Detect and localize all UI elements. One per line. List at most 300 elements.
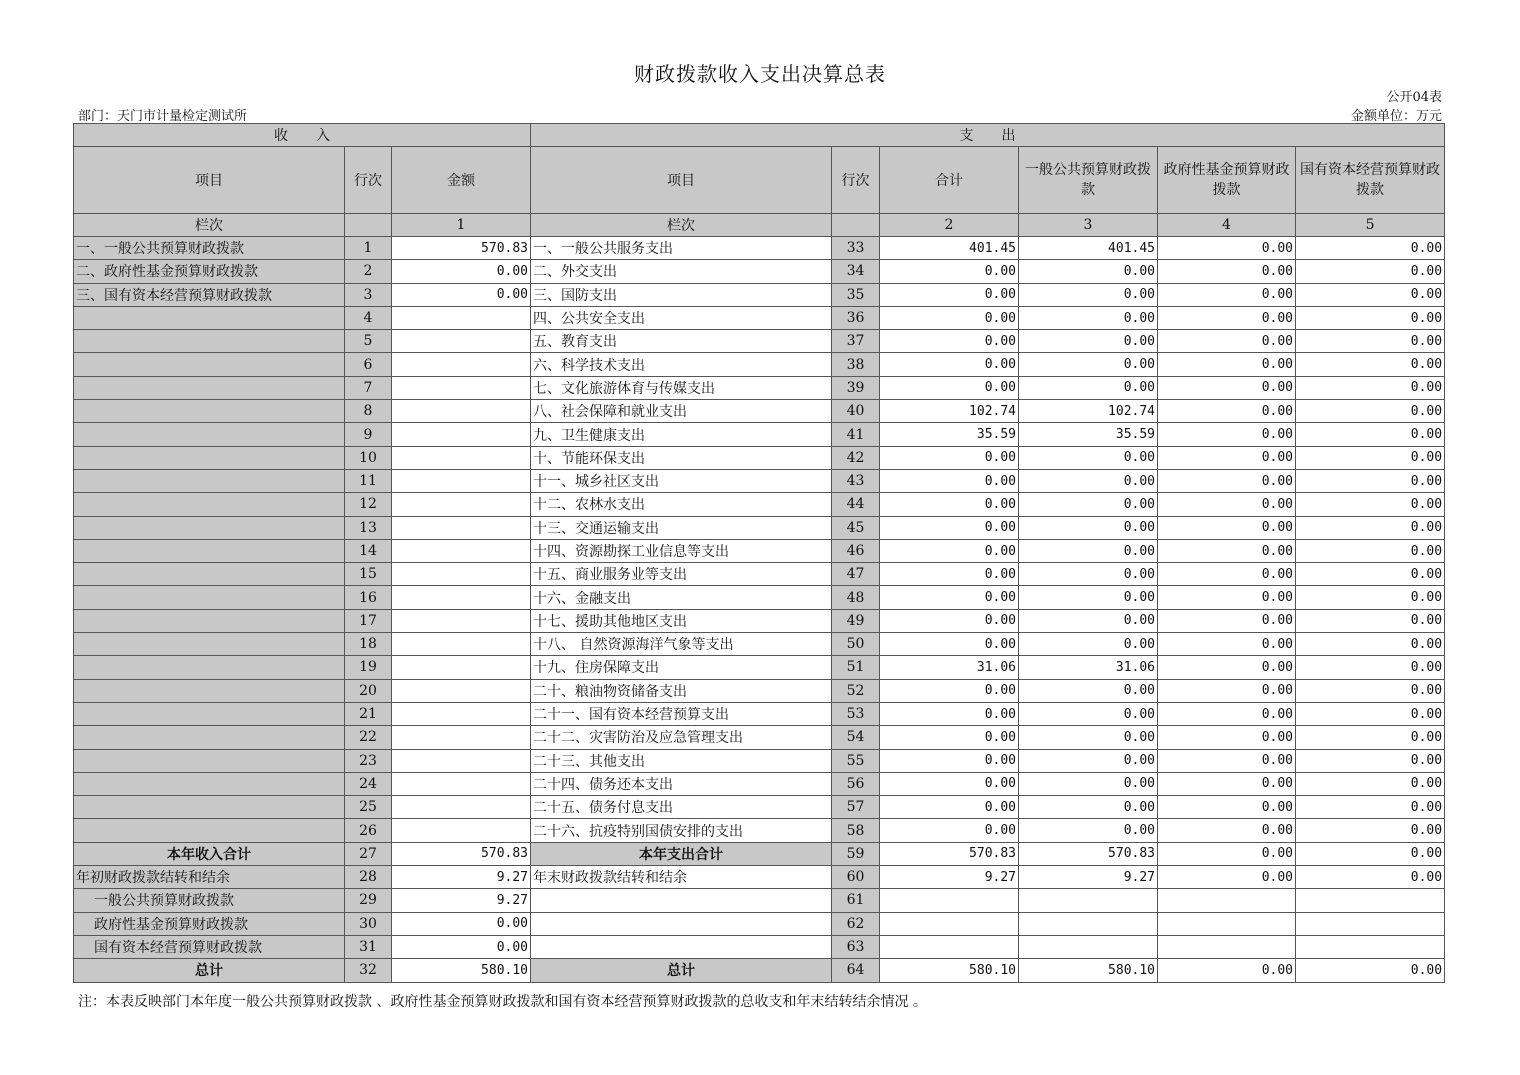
income-row-number: 20 xyxy=(345,679,392,702)
income-item xyxy=(74,376,345,399)
expense-item: 二十六、抗疫特别国债安排的支出 xyxy=(531,819,832,842)
expense-item: 本年支出合计 xyxy=(531,842,832,865)
col-header-total: 合计 xyxy=(880,147,1019,214)
expense-item: 五、教育支出 xyxy=(531,330,832,353)
expense-state-capital: 0.00 xyxy=(1296,469,1445,492)
income-row-number: 13 xyxy=(345,516,392,539)
income-amount xyxy=(392,423,531,446)
expense-general-budget: 9.27 xyxy=(1019,866,1158,889)
income-amount xyxy=(392,493,531,516)
expense-total: 0.00 xyxy=(880,749,1019,772)
expense-gov-fund: 0.00 xyxy=(1158,423,1296,446)
income-row-number: 6 xyxy=(345,353,392,376)
income-item: 三、国有资本经营预算财政拨款 xyxy=(74,283,345,306)
income-item: 年初财政拨款结转和结余 xyxy=(74,866,345,889)
income-amount xyxy=(392,586,531,609)
income-row-number: 8 xyxy=(345,400,392,423)
expense-general-budget: 0.00 xyxy=(1019,796,1158,819)
expense-state-capital: 0.00 xyxy=(1296,633,1445,656)
expense-state-capital xyxy=(1296,889,1445,912)
table-row xyxy=(74,935,1445,958)
income-item xyxy=(74,330,345,353)
expense-general-budget: 0.00 xyxy=(1019,493,1158,516)
table-row xyxy=(74,423,1445,446)
income-item: 政府性基金预算财政拨款 xyxy=(74,912,345,935)
expense-general-budget: 0.00 xyxy=(1019,633,1158,656)
lanci-label: 栏次 xyxy=(74,214,345,237)
expense-total: 0.00 xyxy=(880,469,1019,492)
expense-total: 0.00 xyxy=(880,446,1019,469)
table-row xyxy=(74,796,1445,819)
expense-state-capital: 0.00 xyxy=(1296,796,1445,819)
expense-state-capital: 0.00 xyxy=(1296,702,1445,725)
table-row xyxy=(74,446,1445,469)
income-amount: 0.00 xyxy=(392,912,531,935)
expense-state-capital: 0.00 xyxy=(1296,842,1445,865)
income-item xyxy=(74,353,345,376)
lanci-number: 2 xyxy=(880,214,1019,237)
expense-general-budget: 401.45 xyxy=(1019,237,1158,260)
expense-total: 0.00 xyxy=(880,563,1019,586)
income-row-number: 4 xyxy=(345,306,392,329)
expense-state-capital: 0.00 xyxy=(1296,446,1445,469)
income-item xyxy=(74,423,345,446)
expense-total: 0.00 xyxy=(880,772,1019,795)
expense-total xyxy=(880,912,1019,935)
income-row-number: 14 xyxy=(345,539,392,562)
lanci-label: 栏次 xyxy=(531,214,832,237)
expense-general-budget: 0.00 xyxy=(1019,446,1158,469)
income-row-number: 11 xyxy=(345,469,392,492)
expense-item: 一、一般公共服务支出 xyxy=(531,237,832,260)
table-row xyxy=(74,772,1445,795)
col-header-income-item: 项目 xyxy=(74,147,345,214)
income-row-number: 24 xyxy=(345,772,392,795)
col-header-expense-item: 项目 xyxy=(531,147,832,214)
income-item xyxy=(74,563,345,586)
income-amount xyxy=(392,749,531,772)
expense-total: 0.00 xyxy=(880,493,1019,516)
unit-label: 金额单位：万元 xyxy=(1350,109,1442,124)
expense-total: 0.00 xyxy=(880,539,1019,562)
expense-item xyxy=(531,935,832,958)
expense-general-budget: 0.00 xyxy=(1019,376,1158,399)
income-item xyxy=(74,493,345,516)
expense-general-budget: 102.74 xyxy=(1019,400,1158,423)
table-row xyxy=(74,912,1445,935)
expense-general-budget: 0.00 xyxy=(1019,306,1158,329)
expense-gov-fund: 0.00 xyxy=(1158,959,1296,982)
expense-gov-fund: 0.00 xyxy=(1158,469,1296,492)
expense-general-budget: 0.00 xyxy=(1019,469,1158,492)
income-item xyxy=(74,586,345,609)
expense-general-budget: 0.00 xyxy=(1019,516,1158,539)
income-row-number: 19 xyxy=(345,656,392,679)
expense-general-budget: 0.00 xyxy=(1019,609,1158,632)
expense-row-number: 52 xyxy=(832,679,880,702)
income-row-number: 28 xyxy=(345,866,392,889)
expense-item: 二十五、债务付息支出 xyxy=(531,796,832,819)
income-row-number: 21 xyxy=(345,702,392,725)
expense-row-number: 35 xyxy=(832,283,880,306)
expense-gov-fund: 0.00 xyxy=(1158,330,1296,353)
income-item xyxy=(74,400,345,423)
expense-total: 0.00 xyxy=(880,376,1019,399)
table-row xyxy=(74,819,1445,842)
expense-general-budget: 0.00 xyxy=(1019,283,1158,306)
income-row-number: 23 xyxy=(345,749,392,772)
income-row-number: 1 xyxy=(345,237,392,260)
income-amount xyxy=(392,306,531,329)
income-item xyxy=(74,469,345,492)
income-item xyxy=(74,633,345,656)
income-amount xyxy=(392,633,531,656)
income-row-number: 10 xyxy=(345,446,392,469)
expense-total: 401.45 xyxy=(880,237,1019,260)
income-amount xyxy=(392,656,531,679)
expense-row-number: 59 xyxy=(832,842,880,865)
expense-general-budget: 0.00 xyxy=(1019,353,1158,376)
expense-item: 十八、 自然资源海洋气象等支出 xyxy=(531,633,832,656)
table-row xyxy=(74,749,1445,772)
expense-row-number: 37 xyxy=(832,330,880,353)
table-row xyxy=(74,469,1445,492)
expense-item: 二十四、债务还本支出 xyxy=(531,772,832,795)
income-row-number: 17 xyxy=(345,609,392,632)
income-amount xyxy=(392,609,531,632)
expense-row-number: 54 xyxy=(832,726,880,749)
expense-item: 年末财政拨款结转和结余 xyxy=(531,866,832,889)
income-row-number: 3 xyxy=(345,283,392,306)
expense-row-number: 34 xyxy=(832,260,880,283)
expense-total: 570.83 xyxy=(880,842,1019,865)
expense-gov-fund: 0.00 xyxy=(1158,819,1296,842)
expense-total: 0.00 xyxy=(880,306,1019,329)
expense-gov-fund: 0.00 xyxy=(1158,749,1296,772)
income-row-number: 18 xyxy=(345,633,392,656)
expense-total: 0.00 xyxy=(880,679,1019,702)
expense-gov-fund: 0.00 xyxy=(1158,516,1296,539)
income-row-number: 16 xyxy=(345,586,392,609)
income-amount xyxy=(392,679,531,702)
expense-total: 0.00 xyxy=(880,353,1019,376)
expense-state-capital: 0.00 xyxy=(1296,516,1445,539)
table-row xyxy=(74,726,1445,749)
table-row xyxy=(74,376,1445,399)
expense-total: 0.00 xyxy=(880,702,1019,725)
expense-row-number: 64 xyxy=(832,959,880,982)
expense-row-number: 55 xyxy=(832,749,880,772)
department-label: 部门：天门市计量检定测试所 xyxy=(78,109,248,124)
expense-total xyxy=(880,935,1019,958)
expense-item: 二十、粮油物资储备支出 xyxy=(531,679,832,702)
expense-state-capital xyxy=(1296,912,1445,935)
income-item xyxy=(74,446,345,469)
expense-gov-fund: 0.00 xyxy=(1158,563,1296,586)
expense-state-capital: 0.00 xyxy=(1296,423,1445,446)
income-amount: 0.00 xyxy=(392,935,531,958)
income-amount xyxy=(392,516,531,539)
table-row xyxy=(74,563,1445,586)
expense-gov-fund: 0.00 xyxy=(1158,493,1296,516)
income-row-number: 2 xyxy=(345,260,392,283)
col-header-amount: 金额 xyxy=(392,147,531,214)
income-amount xyxy=(392,726,531,749)
income-amount xyxy=(392,796,531,819)
expense-item xyxy=(531,889,832,912)
expense-state-capital: 0.00 xyxy=(1296,609,1445,632)
income-amount xyxy=(392,330,531,353)
income-amount xyxy=(392,702,531,725)
income-amount: 570.83 xyxy=(392,237,531,260)
expense-item: 十九、住房保障支出 xyxy=(531,656,832,679)
page-title: 财政拨款收入支出决算总表 xyxy=(634,62,886,86)
table-row xyxy=(74,283,1445,306)
expense-gov-fund: 0.00 xyxy=(1158,539,1296,562)
expense-state-capital: 0.00 xyxy=(1296,330,1445,353)
expense-item: 十七、援助其他地区支出 xyxy=(531,609,832,632)
income-amount: 580.10 xyxy=(392,959,531,982)
expense-state-capital: 0.00 xyxy=(1296,726,1445,749)
expense-gov-fund: 0.00 xyxy=(1158,446,1296,469)
expense-total: 9.27 xyxy=(880,866,1019,889)
form-number: 公开04表 xyxy=(1386,90,1442,105)
income-item xyxy=(74,306,345,329)
expense-state-capital: 0.00 xyxy=(1296,819,1445,842)
col-header-general-budget: 一般公共预算财政拨款 xyxy=(1019,147,1158,214)
income-item xyxy=(74,749,345,772)
expense-row-number: 53 xyxy=(832,702,880,725)
income-item xyxy=(74,819,345,842)
income-row-number: 27 xyxy=(345,842,392,865)
expense-row-number: 48 xyxy=(832,586,880,609)
expense-total: 102.74 xyxy=(880,400,1019,423)
table-row xyxy=(74,260,1445,283)
expense-general-budget xyxy=(1019,889,1158,912)
expense-item: 二、外交支出 xyxy=(531,260,832,283)
expense-gov-fund: 0.00 xyxy=(1158,796,1296,819)
expense-item xyxy=(531,912,832,935)
income-item: 本年收入合计 xyxy=(74,842,345,865)
table-row xyxy=(74,633,1445,656)
col-header-state-capital: 国有资本经营预算财政拨款 xyxy=(1296,147,1445,214)
expense-gov-fund xyxy=(1158,935,1296,958)
expense-header: 支 出 xyxy=(531,124,1445,147)
table-row xyxy=(74,842,1445,865)
expense-state-capital: 0.00 xyxy=(1296,679,1445,702)
expense-row-number: 39 xyxy=(832,376,880,399)
income-amount xyxy=(392,376,531,399)
expense-item: 十四、资源勘探工业信息等支出 xyxy=(531,539,832,562)
col-header-income-rowno: 行次 xyxy=(345,147,392,214)
expense-gov-fund: 0.00 xyxy=(1158,866,1296,889)
expense-state-capital: 0.00 xyxy=(1296,493,1445,516)
expense-total: 0.00 xyxy=(880,260,1019,283)
expense-general-budget: 0.00 xyxy=(1019,260,1158,283)
income-amount: 9.27 xyxy=(392,866,531,889)
table-row xyxy=(74,516,1445,539)
expense-gov-fund: 0.00 xyxy=(1158,376,1296,399)
income-item: 二、政府性基金预算财政拨款 xyxy=(74,260,345,283)
expense-row-number: 56 xyxy=(832,772,880,795)
table-row xyxy=(74,656,1445,679)
income-amount xyxy=(392,353,531,376)
expense-gov-fund: 0.00 xyxy=(1158,609,1296,632)
income-item xyxy=(74,796,345,819)
income-item: 总计 xyxy=(74,959,345,982)
expense-row-number: 63 xyxy=(832,935,880,958)
expense-item: 四、公共安全支出 xyxy=(531,306,832,329)
lanci-number: 3 xyxy=(1019,214,1158,237)
expense-general-budget: 0.00 xyxy=(1019,539,1158,562)
expense-state-capital: 0.00 xyxy=(1296,306,1445,329)
table-row xyxy=(74,609,1445,632)
expense-row-number: 46 xyxy=(832,539,880,562)
income-amount xyxy=(392,539,531,562)
income-item xyxy=(74,679,345,702)
income-row-number: 9 xyxy=(345,423,392,446)
expense-row-number: 49 xyxy=(832,609,880,632)
expense-total: 0.00 xyxy=(880,726,1019,749)
expense-total: 0.00 xyxy=(880,330,1019,353)
expense-row-number: 51 xyxy=(832,656,880,679)
expense-gov-fund: 0.00 xyxy=(1158,679,1296,702)
expense-state-capital: 0.00 xyxy=(1296,260,1445,283)
expense-total: 0.00 xyxy=(880,283,1019,306)
expense-gov-fund: 0.00 xyxy=(1158,586,1296,609)
expense-item: 二十一、国有资本经营预算支出 xyxy=(531,702,832,725)
expense-state-capital xyxy=(1296,935,1445,958)
income-amount xyxy=(392,772,531,795)
income-row-number: 5 xyxy=(345,330,392,353)
table-row xyxy=(74,237,1445,260)
expense-row-number: 61 xyxy=(832,889,880,912)
income-header: 收 入 xyxy=(74,124,531,147)
expense-gov-fund: 0.00 xyxy=(1158,306,1296,329)
income-amount: 570.83 xyxy=(392,842,531,865)
income-row-number: 32 xyxy=(345,959,392,982)
expense-gov-fund xyxy=(1158,889,1296,912)
expense-row-number: 43 xyxy=(832,469,880,492)
table-row xyxy=(74,400,1445,423)
income-amount: 0.00 xyxy=(392,283,531,306)
expense-state-capital: 0.00 xyxy=(1296,656,1445,679)
lanci-number: 5 xyxy=(1296,214,1445,237)
expense-row-number: 44 xyxy=(832,493,880,516)
income-amount: 9.27 xyxy=(392,889,531,912)
expense-general-budget: 0.00 xyxy=(1019,702,1158,725)
budget-table xyxy=(73,123,1445,983)
expense-state-capital: 0.00 xyxy=(1296,772,1445,795)
expense-item: 总计 xyxy=(531,959,832,982)
expense-item: 八、社会保障和就业支出 xyxy=(531,400,832,423)
expense-total: 0.00 xyxy=(880,633,1019,656)
expense-general-budget: 0.00 xyxy=(1019,586,1158,609)
expense-general-budget: 31.06 xyxy=(1019,656,1158,679)
income-amount xyxy=(392,563,531,586)
expense-item: 九、卫生健康支出 xyxy=(531,423,832,446)
expense-state-capital: 0.00 xyxy=(1296,866,1445,889)
expense-general-budget: 570.83 xyxy=(1019,842,1158,865)
income-row-number: 30 xyxy=(345,912,392,935)
expense-row-number: 41 xyxy=(832,423,880,446)
expense-state-capital: 0.00 xyxy=(1296,959,1445,982)
expense-item: 十一、城乡社区支出 xyxy=(531,469,832,492)
expense-gov-fund: 0.00 xyxy=(1158,633,1296,656)
expense-state-capital: 0.00 xyxy=(1296,749,1445,772)
table-row xyxy=(74,959,1445,982)
income-amount: 0.00 xyxy=(392,260,531,283)
footnote: 注：本表反映部门本年度一般公共预算财政拨款 、政府性基金预算财政拨款和国有资本经营预算财政拨款的总收支和年末结转结余情况 。 xyxy=(78,994,927,1010)
expense-row-number: 42 xyxy=(832,446,880,469)
expense-state-capital: 0.00 xyxy=(1296,586,1445,609)
expense-state-capital: 0.00 xyxy=(1296,237,1445,260)
expense-gov-fund: 0.00 xyxy=(1158,772,1296,795)
expense-gov-fund: 0.00 xyxy=(1158,726,1296,749)
expense-state-capital: 0.00 xyxy=(1296,353,1445,376)
expense-general-budget: 0.00 xyxy=(1019,819,1158,842)
expense-gov-fund: 0.00 xyxy=(1158,260,1296,283)
expense-item: 十二、农林水支出 xyxy=(531,493,832,516)
table-row xyxy=(74,306,1445,329)
expense-state-capital: 0.00 xyxy=(1296,400,1445,423)
expense-item: 二十二、灾害防治及应急管理支出 xyxy=(531,726,832,749)
expense-row-number: 36 xyxy=(832,306,880,329)
income-amount xyxy=(392,819,531,842)
expense-general-budget: 35.59 xyxy=(1019,423,1158,446)
table-row xyxy=(74,330,1445,353)
expense-state-capital: 0.00 xyxy=(1296,563,1445,586)
expense-total: 35.59 xyxy=(880,423,1019,446)
expense-row-number: 60 xyxy=(832,866,880,889)
expense-row-number: 50 xyxy=(832,633,880,656)
expense-gov-fund: 0.00 xyxy=(1158,237,1296,260)
col-header-gov-fund: 政府性基金预算财政拨款 xyxy=(1158,147,1296,214)
lanci-number: 1 xyxy=(392,214,531,237)
expense-gov-fund: 0.00 xyxy=(1158,702,1296,725)
expense-general-budget: 0.00 xyxy=(1019,679,1158,702)
income-item xyxy=(74,516,345,539)
income-item xyxy=(74,656,345,679)
table-row xyxy=(74,702,1445,725)
income-row-number: 26 xyxy=(345,819,392,842)
income-row-number: 7 xyxy=(345,376,392,399)
expense-item: 二十三、其他支出 xyxy=(531,749,832,772)
expense-gov-fund xyxy=(1158,912,1296,935)
expense-item: 三、国防支出 xyxy=(531,283,832,306)
expense-item: 十五、商业服务业等支出 xyxy=(531,563,832,586)
expense-row-number: 45 xyxy=(832,516,880,539)
expense-state-capital: 0.00 xyxy=(1296,283,1445,306)
income-amount xyxy=(392,446,531,469)
expense-total xyxy=(880,889,1019,912)
expense-total: 0.00 xyxy=(880,586,1019,609)
expense-total: 580.10 xyxy=(880,959,1019,982)
income-item: 一般公共预算财政拨款 xyxy=(74,889,345,912)
expense-total: 0.00 xyxy=(880,819,1019,842)
lanci-number: 4 xyxy=(1158,214,1296,237)
income-item xyxy=(74,609,345,632)
income-item: 一、一般公共预算财政拨款 xyxy=(74,237,345,260)
col-header-expense-rowno: 行次 xyxy=(832,147,880,214)
expense-row-number: 47 xyxy=(832,563,880,586)
expense-state-capital: 0.00 xyxy=(1296,539,1445,562)
expense-row-number: 57 xyxy=(832,796,880,819)
income-row-number: 15 xyxy=(345,563,392,586)
expense-row-number: 62 xyxy=(832,912,880,935)
income-item: 国有资本经营预算财政拨款 xyxy=(74,935,345,958)
expense-general-budget xyxy=(1019,935,1158,958)
